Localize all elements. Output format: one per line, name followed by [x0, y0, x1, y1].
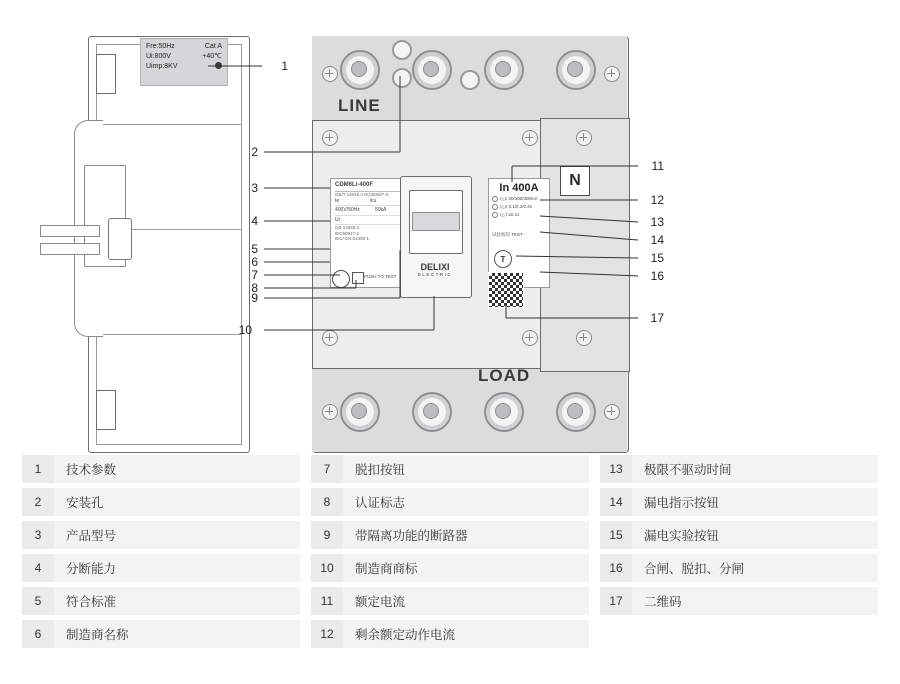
legend-number: 13 — [600, 455, 632, 483]
legend-number: 5 — [22, 587, 54, 615]
callout-7: 7 — [251, 268, 258, 282]
legend-number: 12 — [311, 620, 343, 648]
load-terminal-3 — [484, 392, 524, 432]
screw-neutral-top — [576, 130, 592, 146]
selector-dot-3-icon — [492, 212, 498, 218]
screw-bottom-right — [604, 404, 620, 420]
legend-label: 合闸、脱扣、分闸 — [632, 554, 878, 582]
legend-item — [311, 488, 589, 516]
callout-11: 11 — [651, 159, 664, 173]
legend-item — [311, 620, 589, 648]
tech-ui: Ui:800V — [146, 53, 171, 61]
legend-item — [22, 587, 300, 615]
nameplate-col-icu: Icu — [369, 198, 377, 205]
legend-label: 剩余额定动作电流 — [343, 620, 589, 648]
nameplate-note-1: GB 14048.2 — [335, 224, 360, 230]
legend-label: 分断能力 — [54, 554, 300, 582]
nameplate-note-2: IEC60947-2 — [335, 230, 360, 236]
legend-item — [600, 587, 878, 615]
legend-table — [22, 455, 878, 648]
operating-handle-lever[interactable] — [412, 212, 460, 231]
legend-number: 1 — [22, 455, 54, 483]
legend-label: 漏电实验按钮 — [632, 521, 878, 549]
trip-time-setting: t△n 0.1/0.2/0.4s — [500, 204, 532, 209]
leakage-test-button[interactable]: T — [494, 250, 512, 268]
callout-13: 13 — [650, 215, 664, 229]
callout-5: 5 — [251, 242, 258, 256]
line-label: LINE — [338, 96, 381, 115]
load-terminal-4 — [556, 392, 596, 432]
legend-item — [600, 554, 878, 582]
legend-number: 2 — [22, 488, 54, 516]
tech-category: Cat A — [204, 43, 222, 50]
nameplate-row1-label: 400V/50Hz — [335, 207, 360, 214]
legend-item — [311, 521, 589, 549]
legend-label: 制造商名称 — [54, 620, 300, 648]
legend-number: 8 — [311, 488, 343, 516]
side-view-clip-top — [96, 54, 116, 94]
line-terminal-2 — [412, 50, 452, 90]
callout-9: 9 — [251, 291, 258, 305]
legend-item — [600, 521, 878, 549]
screw-face-bottom-right — [522, 330, 538, 346]
legend-number: 11 — [311, 587, 343, 615]
legend-label: 带隔离功能的断路器 — [343, 521, 589, 549]
legend-number: 17 — [600, 587, 632, 615]
tech-parameter-plate — [140, 38, 228, 86]
callout-15: 15 — [650, 251, 664, 265]
screw-face-bottom-left — [322, 330, 338, 346]
legend-number: 7 — [311, 455, 343, 483]
product-standard: GB/T 14048.2 IEC60947-2 — [335, 191, 389, 197]
brand-name: DELIXI — [420, 262, 450, 272]
legend-number: 15 — [600, 521, 632, 549]
legend-item — [22, 521, 300, 549]
callout-2: 2 — [251, 145, 258, 159]
screw-top-left — [322, 66, 338, 82]
side-view-handle — [108, 218, 132, 260]
legend-item — [311, 554, 589, 582]
callout-3: 3 — [251, 181, 258, 195]
legend-label: 漏电指示按钮 — [632, 488, 878, 516]
mounting-hole-top-3 — [460, 70, 480, 90]
legend-label: 认证标志 — [343, 488, 589, 516]
side-view-section-3 — [96, 334, 242, 445]
legend-label: 制造商商标 — [343, 554, 589, 582]
callout-10: 10 — [238, 323, 252, 337]
line-terminal-1 — [340, 50, 380, 90]
legend-label: 极限不驱动时间 — [632, 455, 878, 483]
brand-subtitle: ELECTRIC — [417, 272, 453, 277]
nameplate-row2-label: Ui — [335, 216, 340, 223]
legend-label: 符合标准 — [54, 587, 300, 615]
side-view-terminal-upper — [40, 225, 100, 237]
nameplate-note-3: IEC/ EN 61009-1 — [335, 236, 370, 242]
push-to-test-label: PUSH TO TEST — [364, 274, 397, 279]
screw-bottom-left — [322, 404, 338, 420]
legend-number: 4 — [22, 554, 54, 582]
callout-16: 16 — [650, 269, 664, 283]
manufacturer-logo — [400, 262, 470, 277]
side-view-terminal-lower — [40, 243, 100, 255]
legend-item — [22, 455, 300, 483]
legend-label: 二维码 — [632, 587, 878, 615]
side-view-clip-bottom — [96, 390, 116, 430]
test-button-label: 试验按钮 TEST — [492, 232, 523, 237]
legend-label: 脱扣按钮 — [343, 455, 589, 483]
tech-temperature: +40℃ — [202, 53, 222, 61]
callout-14: 14 — [650, 233, 664, 247]
residual-current-setting: I△n 30/100/300mA — [500, 196, 538, 201]
tech-frequency: Fre:50Hz — [146, 43, 175, 50]
nameplate-row1-v1: 50kA — [374, 207, 387, 214]
legend-item — [600, 488, 878, 516]
product-model: CDM6Li-400F — [335, 182, 413, 192]
callout-6: 6 — [251, 255, 258, 269]
line-terminal-3 — [484, 50, 524, 90]
callout-1: 1 — [281, 59, 288, 73]
selector-dot-1-icon — [492, 196, 498, 202]
legend-item — [311, 587, 589, 615]
screw-top-right — [604, 66, 620, 82]
legend-number: 14 — [600, 488, 632, 516]
limit-nonactuating-time: I△ t ≤0.1s — [500, 212, 520, 217]
callout-4: 4 — [251, 214, 258, 228]
legend-label: 安装孔 — [54, 488, 300, 516]
tech-uimp: Uimp:8KV — [146, 63, 178, 71]
legend-item — [22, 620, 300, 648]
legend-label: 产品型号 — [54, 521, 300, 549]
rated-current-value: In 400A — [499, 182, 539, 194]
legend-label: 额定电流 — [343, 587, 589, 615]
legend-item — [600, 455, 878, 483]
screw-face-top-right — [522, 130, 538, 146]
legend-number: 3 — [22, 521, 54, 549]
screw-neutral-bottom — [576, 330, 592, 346]
certification-mark-icon — [215, 62, 222, 69]
screw-face-top-left — [322, 130, 338, 146]
callout-8: 8 — [251, 281, 258, 295]
mounting-hole-top-1 — [392, 40, 412, 60]
legend-label: 技术参数 — [54, 455, 300, 483]
legend-item — [311, 455, 589, 483]
legend-item — [22, 488, 300, 516]
load-terminal-2 — [412, 392, 452, 432]
load-label: LOAD — [478, 366, 531, 385]
legend-item — [22, 554, 300, 582]
trip-reset-button[interactable] — [332, 270, 350, 288]
qr-code — [488, 272, 524, 308]
line-terminal-4 — [556, 50, 596, 90]
mounting-hole-top-2 — [392, 68, 412, 88]
legend-number: 16 — [600, 554, 632, 582]
callout-12: 12 — [650, 193, 664, 207]
load-terminal-1 — [340, 392, 380, 432]
neutral-marking: N — [560, 166, 590, 196]
certification-mark — [352, 272, 364, 284]
legend-number: 6 — [22, 620, 54, 648]
callout-17: 17 — [650, 311, 664, 325]
nameplate-col-ie: Ie — [335, 198, 340, 205]
legend-number: 10 — [311, 554, 343, 582]
legend-number: 9 — [311, 521, 343, 549]
selector-dot-2-icon — [492, 204, 498, 210]
